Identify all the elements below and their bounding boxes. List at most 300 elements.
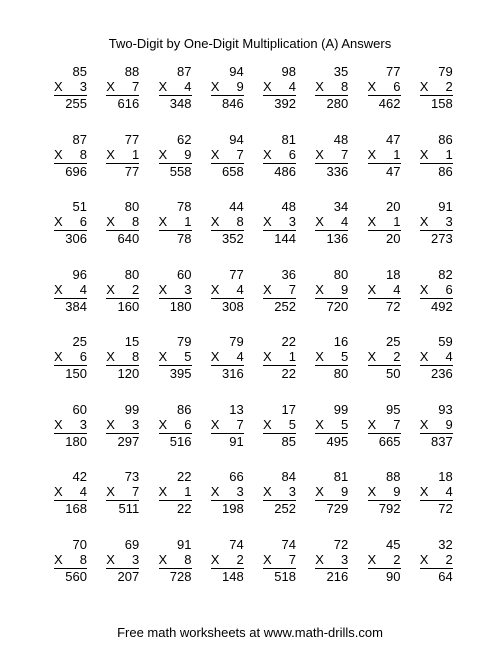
- multiplier: 8: [132, 214, 140, 229]
- multiplier: 7: [236, 146, 244, 162]
- answer: 198: [222, 501, 244, 516]
- operator-row: [54, 214, 87, 229]
- multiply-sign: X: [54, 281, 63, 297]
- problem-item: [309, 132, 361, 200]
- answer: 22: [177, 501, 192, 516]
- multiplier: 4: [445, 349, 453, 364]
- multiplicand: 48: [333, 131, 349, 147]
- answer: 518: [274, 568, 296, 584]
- multiply-sign: X: [158, 281, 168, 297]
- answer: 77: [124, 163, 140, 179]
- multiplier: 2: [132, 281, 140, 297]
- answer: 297: [117, 433, 140, 449]
- multiplicand: 35: [333, 64, 349, 79]
- operator-row: [211, 417, 244, 432]
- problem-item: [309, 469, 361, 537]
- problem-item: [309, 267, 361, 335]
- multiply-sign: X: [367, 416, 377, 432]
- multiplier: 3: [79, 416, 87, 432]
- answer: 352: [222, 231, 244, 246]
- multiplicand: 98: [281, 64, 296, 79]
- problem-item: [153, 132, 205, 200]
- multiplier: 3: [184, 281, 192, 297]
- multiplicand: 99: [333, 401, 349, 417]
- answer: 640: [117, 231, 140, 246]
- multiply-sign: X: [158, 214, 168, 229]
- answer: 85: [281, 433, 296, 449]
- multiplier: 3: [288, 484, 296, 499]
- operator-row: [211, 214, 244, 229]
- problem-item: [48, 402, 100, 470]
- problem-item: [257, 64, 309, 132]
- operator-row: [159, 417, 192, 432]
- multiply-sign: X: [210, 484, 220, 499]
- answer: 280: [326, 96, 349, 111]
- multiplicand: 80: [124, 199, 140, 214]
- operator-row: [106, 417, 139, 432]
- multiply-sign: X: [210, 551, 220, 567]
- multiplicand: 94: [229, 131, 244, 147]
- multiply-sign: X: [419, 551, 429, 567]
- answer: 511: [118, 501, 140, 516]
- multiply-sign: X: [263, 214, 272, 229]
- multiplier: 1: [445, 146, 453, 162]
- problem-item: [100, 267, 152, 335]
- multiplier: 9: [445, 416, 453, 432]
- answer: 180: [65, 433, 87, 449]
- multiplier: 9: [393, 484, 401, 499]
- operator-row: [159, 147, 192, 162]
- multiplier: 2: [393, 551, 401, 567]
- multiplicand: 79: [229, 334, 244, 349]
- answer: 728: [169, 568, 192, 584]
- operator-row: [159, 349, 192, 364]
- multiplicand: 81: [333, 469, 349, 484]
- problem-item: [153, 199, 205, 267]
- problem-item: [362, 199, 414, 267]
- multiplicand: 85: [72, 64, 87, 79]
- answer: 168: [65, 501, 87, 516]
- answer: 273: [431, 231, 453, 246]
- operator-row: [211, 79, 244, 94]
- operator-row: [315, 484, 348, 499]
- problem-item: [309, 334, 361, 402]
- multiplier: 3: [341, 551, 349, 567]
- answer: 384: [65, 298, 87, 314]
- operator-row: [211, 552, 244, 567]
- problem-item: [414, 469, 466, 537]
- problem-item: [205, 132, 257, 200]
- answer: 558: [169, 163, 192, 179]
- answer: 64: [438, 568, 453, 584]
- multiplier: 1: [184, 484, 192, 499]
- answer: 255: [65, 96, 87, 111]
- operator-row: [54, 79, 87, 94]
- answer: 144: [274, 231, 296, 246]
- multiplier: 6: [445, 281, 453, 297]
- multiplicand: 45: [386, 536, 401, 552]
- operator-row: [368, 282, 401, 297]
- operator-row: [420, 147, 453, 162]
- operator-row: [106, 484, 139, 499]
- operator-row: [420, 417, 453, 432]
- operator-row: [420, 552, 453, 567]
- operator-row: [263, 147, 296, 162]
- operator-row: [315, 214, 348, 229]
- operator-row: [315, 552, 348, 567]
- operator-row: [159, 282, 192, 297]
- operator-row: [159, 484, 192, 499]
- multiplier: 8: [79, 146, 87, 162]
- multiply-sign: X: [106, 79, 115, 94]
- answer: 495: [326, 433, 349, 449]
- multiplicand: 84: [281, 469, 296, 484]
- multiply-sign: X: [54, 484, 63, 499]
- answer: 158: [431, 96, 453, 111]
- multiplier: 2: [236, 551, 244, 567]
- operator-row: [106, 282, 139, 297]
- problem-item: [205, 64, 257, 132]
- problem-item: [414, 267, 466, 335]
- problem-item: [414, 199, 466, 267]
- answer: 308: [222, 298, 244, 314]
- operator-row: [106, 349, 139, 364]
- multiplier: 7: [288, 551, 296, 567]
- operator-row: [315, 79, 348, 94]
- answer: 72: [386, 298, 401, 314]
- multiplier: 3: [132, 551, 140, 567]
- multiply-sign: X: [315, 484, 324, 499]
- multiply-sign: X: [315, 281, 324, 297]
- operator-row: [211, 147, 244, 162]
- multiply-sign: X: [419, 214, 429, 229]
- multiply-sign: X: [158, 146, 168, 162]
- problem-item: [205, 199, 257, 267]
- answer: 486: [274, 163, 296, 179]
- multiply-sign: X: [419, 484, 429, 499]
- multiplier: 9: [184, 146, 192, 162]
- multiply-sign: X: [367, 146, 377, 162]
- multiplicand: 87: [177, 64, 192, 79]
- answer: 207: [117, 568, 140, 584]
- multiply-sign: X: [367, 551, 377, 567]
- operator-row: [211, 484, 244, 499]
- problem-item: [153, 537, 205, 605]
- multiplier: 6: [184, 416, 192, 432]
- operator-row: [420, 484, 453, 499]
- multiplier: 7: [288, 281, 296, 297]
- operator-row: [368, 349, 401, 364]
- problem-item: [100, 537, 152, 605]
- answer: 150: [65, 366, 87, 381]
- problem-item: [257, 537, 309, 605]
- multiplier: 3: [79, 79, 87, 94]
- multiplier: 1: [393, 214, 401, 229]
- multiply-sign: X: [315, 349, 324, 364]
- operator-row: [211, 282, 244, 297]
- answer: 50: [386, 366, 401, 381]
- problem-item: [205, 537, 257, 605]
- operator-row: [315, 349, 348, 364]
- multiplier: 2: [393, 349, 401, 364]
- problem-item: [362, 64, 414, 132]
- answer: 395: [169, 366, 192, 381]
- multiplicand: 42: [72, 469, 87, 484]
- multiply-sign: X: [158, 484, 168, 499]
- problem-item: [153, 64, 205, 132]
- multiply-sign: X: [367, 214, 377, 229]
- problem-item: [48, 537, 100, 605]
- multiplier: 4: [184, 79, 192, 94]
- multiplier: 4: [79, 484, 87, 499]
- problem-item: [205, 267, 257, 335]
- answer: 616: [117, 96, 140, 111]
- multiplier: 7: [341, 146, 349, 162]
- multiplier: 1: [184, 214, 192, 229]
- multiplicand: 99: [124, 401, 140, 417]
- answer: 348: [169, 96, 192, 111]
- multiplicand: 96: [72, 266, 87, 282]
- answer: 720: [326, 298, 349, 314]
- multiplicand: 81: [281, 131, 296, 147]
- multiplier: 9: [341, 281, 349, 297]
- multiplicand: 13: [229, 401, 244, 417]
- multiplicand: 44: [229, 199, 244, 214]
- multiplicand: 32: [438, 536, 453, 552]
- operator-row: [263, 214, 296, 229]
- problem-item: [257, 334, 309, 402]
- operator-row: [106, 147, 139, 162]
- multiplier: 8: [79, 551, 87, 567]
- multiply-sign: X: [54, 349, 63, 364]
- multiplicand: 59: [438, 334, 453, 349]
- operator-row: [106, 214, 139, 229]
- answer: 560: [65, 568, 87, 584]
- multiply-sign: X: [106, 349, 115, 364]
- multiply-sign: X: [106, 281, 115, 297]
- multiplier: 6: [79, 349, 87, 364]
- answer: 792: [378, 501, 401, 516]
- operator-row: [420, 282, 453, 297]
- multiplier: 8: [184, 551, 192, 567]
- answer: 392: [274, 96, 296, 111]
- multiplicand: 25: [386, 334, 401, 349]
- multiply-sign: X: [367, 79, 377, 94]
- multiplier: 6: [393, 79, 401, 94]
- multiplier: 7: [132, 79, 140, 94]
- multiplicand: 91: [438, 199, 453, 214]
- multiplicand: 22: [281, 334, 296, 349]
- operator-row: [54, 484, 87, 499]
- multiplicand: 25: [72, 334, 87, 349]
- multiply-sign: X: [210, 416, 220, 432]
- problem-item: [48, 199, 100, 267]
- operator-row: [263, 484, 296, 499]
- multiply-sign: X: [54, 416, 63, 432]
- problem-item: [257, 132, 309, 200]
- multiply-sign: X: [54, 79, 63, 94]
- multiply-sign: X: [210, 281, 220, 297]
- operator-row: [315, 417, 348, 432]
- multiply-sign: X: [263, 416, 272, 432]
- operator-row: [263, 417, 296, 432]
- problem-item: [309, 64, 361, 132]
- problem-item: [309, 199, 361, 267]
- multiply-sign: X: [419, 146, 429, 162]
- multiplicand: 77: [386, 64, 401, 79]
- operator-row: [368, 147, 401, 162]
- problem-item: [48, 132, 100, 200]
- multiply-sign: X: [263, 79, 272, 94]
- multiply-sign: X: [106, 551, 115, 567]
- multiply-sign: X: [367, 484, 377, 499]
- problem-item: [153, 334, 205, 402]
- problem-item: [257, 402, 309, 470]
- multiplicand: 69: [124, 536, 140, 552]
- operator-row: [54, 417, 87, 432]
- problem-item: [100, 469, 152, 537]
- multiplier: 1: [393, 146, 401, 162]
- problem-item: [257, 199, 309, 267]
- answer: 80: [333, 366, 349, 381]
- answer: 252: [274, 501, 296, 516]
- multiplier: 3: [445, 214, 453, 229]
- multiplier: 4: [341, 214, 349, 229]
- operator-row: [368, 484, 401, 499]
- multiplicand: 48: [281, 199, 296, 214]
- multiplicand: 22: [177, 469, 192, 484]
- multiplier: 3: [236, 484, 244, 499]
- problem-item: [205, 402, 257, 470]
- multiplicand: 70: [72, 536, 87, 552]
- problem-item: [414, 64, 466, 132]
- multiply-sign: X: [263, 484, 272, 499]
- answer: 120: [117, 366, 140, 381]
- multiplier: 9: [236, 79, 244, 94]
- problem-item: [362, 334, 414, 402]
- multiplier: 1: [132, 146, 140, 162]
- multiplier: 7: [132, 484, 140, 499]
- multiplicand: 17: [281, 401, 296, 417]
- multiplicand: 88: [124, 64, 140, 79]
- multiplier: 5: [341, 349, 349, 364]
- multiplier: 1: [288, 349, 296, 364]
- multiply-sign: X: [210, 79, 220, 94]
- multiply-sign: X: [263, 349, 272, 364]
- multiply-sign: X: [315, 146, 324, 162]
- multiply-sign: X: [367, 349, 377, 364]
- multiplicand: 20: [386, 199, 401, 214]
- answer: 837: [431, 433, 453, 449]
- multiplicand: 62: [177, 131, 192, 147]
- answer: 91: [229, 433, 244, 449]
- answer: 306: [65, 231, 87, 246]
- multiply-sign: X: [54, 551, 63, 567]
- problem-item: [48, 334, 100, 402]
- problem-item: [362, 537, 414, 605]
- multiplicand: 47: [386, 131, 401, 147]
- multiplier: 2: [445, 79, 453, 94]
- multiply-sign: X: [315, 551, 324, 567]
- multiplicand: 72: [333, 536, 349, 552]
- multiplicand: 79: [177, 334, 192, 349]
- multiplicand: 80: [124, 266, 140, 282]
- multiply-sign: X: [106, 146, 115, 162]
- operator-row: [159, 214, 192, 229]
- operator-row: [211, 349, 244, 364]
- multiplicand: 18: [386, 266, 401, 282]
- multiplier: 8: [132, 349, 140, 364]
- multiplicand: 80: [333, 266, 349, 282]
- multiply-sign: X: [106, 484, 115, 499]
- multiply-sign: X: [419, 349, 429, 364]
- operator-row: [263, 552, 296, 567]
- multiply-sign: X: [158, 349, 168, 364]
- operator-row: [368, 214, 401, 229]
- problem-item: [48, 469, 100, 537]
- multiplier: 4: [236, 281, 244, 297]
- multiplicand: 87: [72, 131, 87, 147]
- answer: 665: [378, 433, 401, 449]
- operator-row: [368, 417, 401, 432]
- multiplicand: 78: [177, 199, 192, 214]
- answer: 492: [431, 298, 453, 314]
- multiply-sign: X: [158, 551, 168, 567]
- problem-item: [100, 334, 152, 402]
- multiplier: 4: [288, 79, 296, 94]
- multiplicand: 18: [438, 469, 453, 484]
- multiplicand: 74: [281, 536, 296, 552]
- multiplier: 4: [393, 281, 401, 297]
- answer: 236: [431, 366, 453, 381]
- multiplier: 5: [184, 349, 192, 364]
- answer: 148: [222, 568, 244, 584]
- multiplicand: 91: [177, 536, 192, 552]
- multiplicand: 74: [229, 536, 244, 552]
- operator-row: [54, 282, 87, 297]
- multiply-sign: X: [54, 214, 63, 229]
- answer: 72: [438, 501, 453, 516]
- multiply-sign: X: [263, 281, 272, 297]
- answer: 136: [326, 231, 349, 246]
- problem-grid: [48, 64, 466, 604]
- operator-row: [263, 349, 296, 364]
- multiplier: 8: [236, 214, 244, 229]
- answer: 216: [326, 568, 349, 584]
- worksheet-title: Two-Digit by One-Digit Multiplication (A) Answers: [108, 36, 392, 51]
- operator-row: [159, 552, 192, 567]
- operator-row: [420, 349, 453, 364]
- multiply-sign: X: [419, 416, 429, 432]
- answer: 22: [281, 366, 296, 381]
- answer: 729: [326, 501, 349, 516]
- multiplicand: 95: [386, 401, 401, 417]
- answer: 78: [177, 231, 192, 246]
- multiply-sign: X: [315, 416, 324, 432]
- multiplier: 4: [236, 349, 244, 364]
- multiplier: 3: [288, 214, 296, 229]
- problem-item: [309, 537, 361, 605]
- multiplicand: 51: [72, 199, 87, 214]
- multiply-sign: X: [210, 349, 220, 364]
- multiplicand: 93: [438, 401, 453, 417]
- multiplicand: 94: [229, 64, 244, 79]
- multiply-sign: X: [106, 214, 115, 229]
- problem-item: [362, 267, 414, 335]
- multiply-sign: X: [210, 214, 220, 229]
- answer: 90: [386, 568, 401, 584]
- footer-credit: Free math worksheets at www.math-drills.com: [117, 625, 383, 640]
